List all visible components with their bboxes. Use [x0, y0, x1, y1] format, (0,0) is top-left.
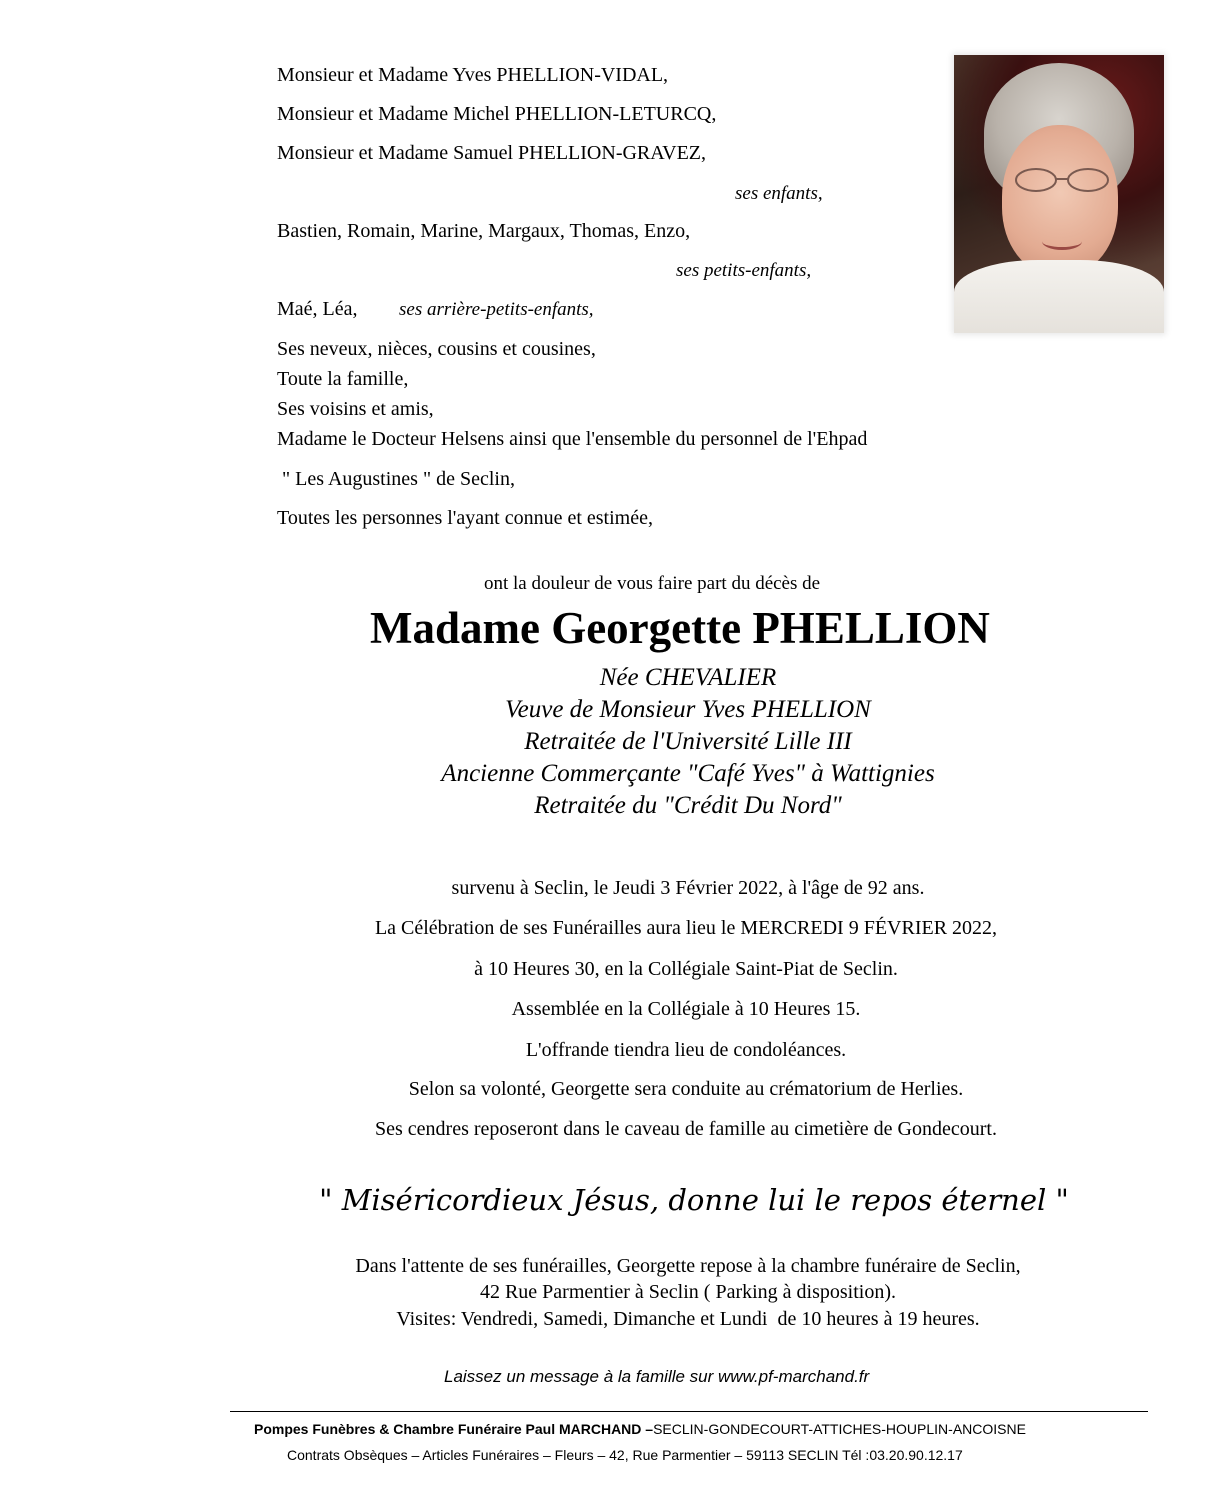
ceremony-line-7: Ses cendres reposeront dans le caveau de famille au cimetière de Gondecourt.: [375, 1118, 997, 1140]
deceased-detail-1: Née CHEVALIER: [599, 664, 777, 691]
deceased-name: Madame Georgette PHELLION: [370, 603, 990, 653]
grandchildren-label: ses petits-enfants,: [676, 260, 812, 281]
great-grandchildren-line: Maé, Léa,: [277, 298, 358, 320]
announcement-text: ont la douleur de vous faire part du décès de: [484, 573, 821, 594]
footer-divider: [230, 1411, 1148, 1412]
ceremony-line-3: à 10 Heures 30, en la Collégiale Saint-Piat de Seclin.: [474, 958, 898, 980]
family-line-3: Monsieur et Madame Samuel PHELLION-GRAVEZ,: [277, 142, 707, 164]
footer-locations: SECLIN-GONDECOURT-ATTICHES-HOUPLIN-ANCOISNE: [653, 1421, 1026, 1437]
footer-company-line: [254, 1421, 1026, 1437]
family-other-1: Ses neveux, nièces, cousins et cousines,: [277, 338, 596, 360]
glasses-shape: [1012, 167, 1112, 193]
family-line-2: Monsieur et Madame Michel PHELLION-LETURCQ,: [277, 103, 717, 125]
footer-services: Contrats Obsèques – Articles Funéraires – Fleurs – 42, Rue Parmentier – 59113 SECLIN Tél :03.20.90.12.17: [287, 1447, 963, 1463]
portrait-photo: [954, 55, 1164, 333]
visitation-line-2: 42 Rue Parmentier à Seclin ( Parking à disposition).: [479, 1281, 897, 1303]
family-other-4: Madame le Docteur Helsens ainsi que l'ensemble du personnel de l'Ehpad: [277, 428, 868, 450]
footer-company: Pompes Funèbres & Chambre Funéraire Paul MARCHAND –: [254, 1421, 654, 1437]
grandchildren-line: Bastien, Romain, Marine, Margaux, Thomas, Enzo,: [277, 220, 691, 242]
great-grandchildren-label: ses arrière-petits-enfants,: [399, 299, 594, 320]
family-other-3: Ses voisins et amis,: [277, 398, 434, 420]
online-message: Laissez un message à la famille sur www.pf-marchand.fr: [444, 1367, 870, 1386]
children-label: ses enfants,: [735, 183, 823, 204]
ceremony-line-6: Selon sa volonté, Georgette sera conduite au crématorium de Herlies.: [408, 1078, 964, 1100]
ceremony-line-2: La Célébration de ses Funérailles aura lieu le MERCREDI 9 FÉVRIER 2022,: [374, 917, 998, 939]
deceased-detail-2: Veuve de Monsieur Yves PHELLION: [505, 696, 871, 723]
deceased-detail-4: Ancienne Commerçante "Café Yves" à Wattignies: [441, 760, 935, 787]
family-line-1: Monsieur et Madame Yves PHELLION-VIDAL,: [277, 64, 669, 86]
ceremony-line-5: L'offrande tiendra lieu de condoléances.: [525, 1039, 847, 1061]
family-other-2: Toute la famille,: [277, 368, 409, 390]
family-other-5: " Les Augustines " de Seclin,: [277, 468, 515, 490]
visitation-line-1: Dans l'attente de ses funérailles, Georgette repose à la chambre funéraire de Seclin,: [355, 1255, 1021, 1277]
deceased-detail-5: Retraitée du "Crédit Du Nord": [534, 792, 842, 819]
ceremony-line-1: survenu à Seclin, le Jeudi 3 Février 2022, à l'âge de 92 ans.: [451, 877, 925, 899]
family-other-6: Toutes les personnes l'ayant connue et estimée,: [277, 507, 653, 529]
prayer-quote: " Miséricordieux Jésus, donne lui le repos éternel ": [319, 1183, 1069, 1217]
ceremony-line-4: Assemblée en la Collégiale à 10 Heures 15.: [511, 998, 861, 1020]
deceased-detail-3: Retraitée de l'Université Lille III: [524, 728, 852, 755]
visitation-line-3: Visites: Vendredi, Samedi, Dimanche et Lundi de 10 heures à 19 heures.: [396, 1308, 980, 1330]
